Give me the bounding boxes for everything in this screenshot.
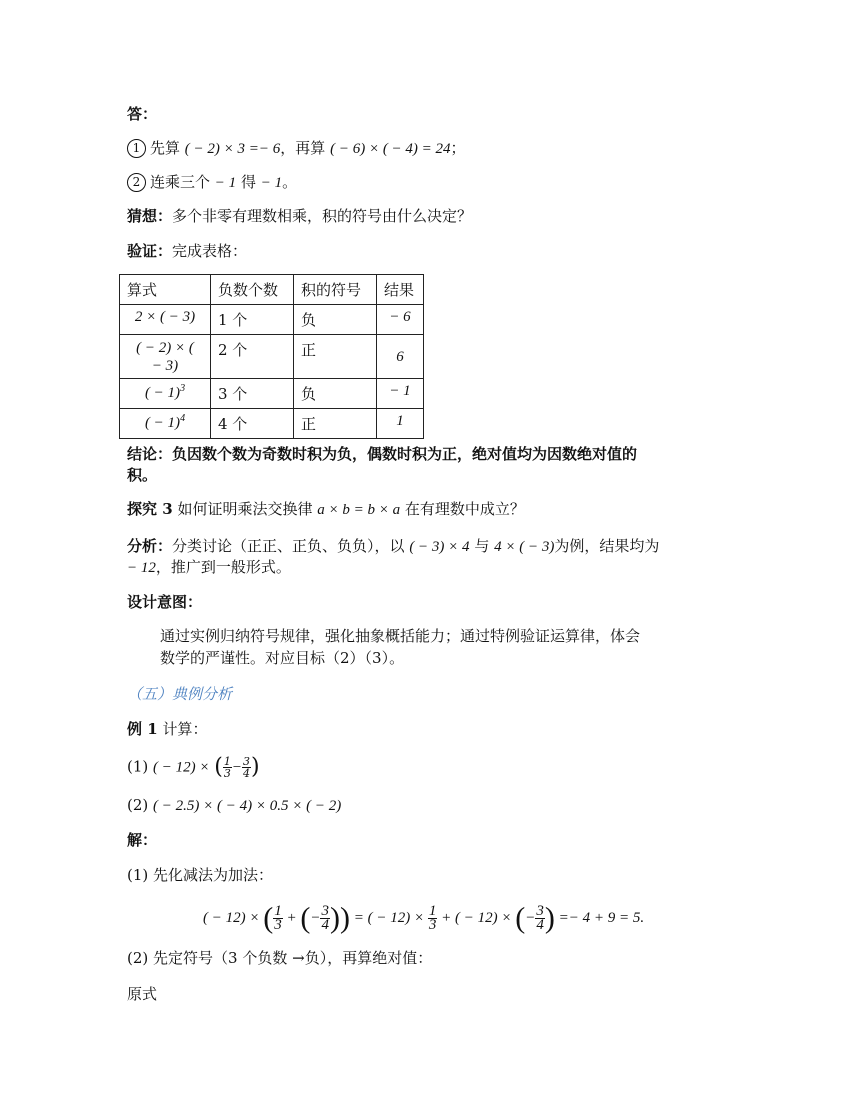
right-paren: ) <box>251 754 260 780</box>
answer-2-expr-b: − 1 <box>260 175 283 191</box>
fraction <box>242 756 251 779</box>
explore-line <box>127 499 525 520</box>
solution-label: 解： <box>127 831 158 849</box>
answer-line-1 <box>127 138 466 159</box>
eq-part-a: ( − 12) × <box>203 910 260 926</box>
table-header-row <box>120 275 424 305</box>
answer-1-end: ； <box>450 139 466 157</box>
left-paren: ( <box>214 754 223 780</box>
explore-text-b: 在有理数中成立？ <box>404 500 525 518</box>
table-cell-result: − 6 <box>377 305 424 335</box>
table-cell-count: 2 个 <box>211 335 294 379</box>
example-2-expr: ( − 2.5) × ( − 4) × 0.5 × ( − 2) <box>153 798 342 814</box>
answer-2-end: 。 <box>282 173 298 191</box>
fraction-numerator: 3 <box>536 903 544 920</box>
fraction-numerator: 1 <box>274 903 282 920</box>
eq-neg: − <box>310 910 321 926</box>
conclusion-label: 结论： <box>127 445 173 463</box>
table-cell-sign: 负 <box>294 379 377 409</box>
table-row <box>120 379 424 409</box>
conclusion-line-2: 积。 <box>127 466 158 484</box>
analysis-text-b: 与 <box>474 537 490 555</box>
example-2-number: (2) <box>127 796 149 814</box>
table-row <box>120 409 424 439</box>
eq-part-b: = ( − 12) × <box>353 910 425 926</box>
fraction-denominator: 3 <box>428 917 437 934</box>
table-cell-expr-line1: ( − 2) × ( <box>136 340 194 356</box>
table-row <box>120 305 424 335</box>
fraction <box>273 905 283 932</box>
solution-2-number: (2) <box>127 949 149 967</box>
fraction-numerator: 1 <box>428 903 437 920</box>
power-exponent: 3 <box>180 383 186 394</box>
conclusion-line-1 <box>127 444 637 464</box>
analysis-line-2 <box>127 557 291 578</box>
table-cell-sign: 负 <box>294 305 377 335</box>
answer-1-expr-b: ( − 6) × ( − 4) = 24 <box>330 141 451 157</box>
solution-1-text: 先化减法为加法： <box>153 866 274 884</box>
fraction-denominator: 4 <box>243 767 251 780</box>
minus-sign: − <box>231 759 243 776</box>
fraction <box>428 905 438 932</box>
solution-2-text-a: 先定符号（3 个负数 <box>153 949 288 967</box>
eq-neg: − <box>525 910 536 926</box>
section-title: （五）典例分析 <box>127 685 233 703</box>
answer-label: 答： <box>127 105 158 123</box>
explore-text-a: 如何证明乘法交换律 <box>177 500 313 518</box>
eq-part-d: =− 4 + 9 = 5. <box>558 910 645 926</box>
eq-plus: + <box>286 910 297 926</box>
table-cell-result: 1 <box>377 409 424 439</box>
circled-number-1: 1 <box>127 139 146 158</box>
analysis-expr-c: − 12 <box>127 560 156 576</box>
sign-table <box>119 274 424 439</box>
answer-2-prefix: 连乘三个 <box>150 173 211 191</box>
table-cell-result: 6 <box>377 335 424 379</box>
power-exponent: 4 <box>180 413 186 424</box>
verify-line <box>127 241 247 261</box>
example-2-expression <box>127 795 341 816</box>
arrow-icon: → <box>292 949 305 967</box>
fraction <box>535 905 545 932</box>
analysis-text-a: 分类讨论（正正、正负、负负），以 <box>172 537 405 555</box>
table-header: 积的符号 <box>294 275 377 305</box>
circled-number-2: 2 <box>127 173 146 192</box>
example-label: 例 1 <box>127 720 158 738</box>
table-cell-count: 3 个 <box>211 379 294 409</box>
solution-1-equation <box>203 898 644 939</box>
example-1-expression <box>127 756 260 779</box>
left-paren: ( <box>300 901 311 935</box>
example-1-number: (1) <box>127 757 149 776</box>
table-cell-count: 1 个 <box>211 305 294 335</box>
table-cell-expr <box>120 379 211 409</box>
fraction-denominator: 4 <box>321 917 329 934</box>
guess-line <box>127 206 472 226</box>
solution-1-line <box>127 865 273 885</box>
design-label: 设计意图： <box>127 593 203 611</box>
analysis-expr-a: ( − 3) × 4 <box>409 539 470 555</box>
example-1-expr: ( − 12) × <box>153 759 210 776</box>
solution-1-number: (1) <box>127 866 149 884</box>
eq-part-c: + ( − 12) × <box>441 910 512 926</box>
table-cell-result: − 1 <box>377 379 424 409</box>
answer-2-mid: 得 <box>240 173 256 191</box>
analysis-text-d: ，推广到一般形式。 <box>155 558 291 576</box>
fraction <box>320 905 330 932</box>
verify-text: 完成表格： <box>172 242 248 260</box>
verify-label: 验证： <box>127 242 173 260</box>
solution-2-text-b: 负），再算绝对值： <box>304 949 433 967</box>
table-header: 负数个数 <box>211 275 294 305</box>
analysis-label: 分析： <box>127 537 173 555</box>
table-row <box>120 335 424 379</box>
table-cell-sign: 正 <box>294 335 377 379</box>
analysis-line-1 <box>127 536 659 557</box>
solution-2-line <box>127 948 432 968</box>
table-header: 结果 <box>377 275 424 305</box>
explore-expr: a × b = b × a <box>317 502 401 518</box>
fraction-denominator: 3 <box>223 767 231 780</box>
fraction <box>223 756 232 779</box>
table-cell-expr-line2: − 3) <box>151 358 179 374</box>
explore-label: 探究 3 <box>127 500 173 518</box>
original-expression-label: 原式 <box>127 985 158 1003</box>
right-paren: ) <box>339 901 350 935</box>
analysis-text-c: 为例，结果均为 <box>554 537 660 555</box>
answer-2-expr-a: − 1 <box>214 175 237 191</box>
fraction-denominator: 3 <box>274 917 282 934</box>
right-paren: ) <box>544 901 555 935</box>
conclusion-text: 负因数个数为奇数时积为负，偶数时积为正，绝对值均为因数绝对值的 <box>172 445 638 463</box>
fraction-numerator: 3 <box>243 755 251 768</box>
guess-label: 猜想： <box>127 207 173 225</box>
table-cell-expr: 2 × ( − 3) <box>120 305 211 335</box>
table-cell-expr <box>120 409 211 439</box>
example-line <box>127 719 207 739</box>
design-line-1: 通过实例归纳符号规律，强化抽象概括能力；通过特例验证运算律，体会 <box>160 627 641 645</box>
left-paren: ( <box>515 901 526 935</box>
table-cell-count: 4 个 <box>211 409 294 439</box>
answer-line-2 <box>127 172 297 193</box>
fraction-numerator: 1 <box>223 755 231 768</box>
power-base: ( − 1) <box>144 385 181 401</box>
table-cell-expr <box>120 335 211 379</box>
fraction-denominator: 4 <box>536 917 544 934</box>
fraction-numerator: 3 <box>321 903 329 920</box>
table-cell-sign: 正 <box>294 409 377 439</box>
answer-1-expr-a: ( − 2) × 3 =− 6 <box>184 141 281 157</box>
power-base: ( − 1) <box>144 415 181 431</box>
right-paren: ) <box>329 901 340 935</box>
analysis-expr-b: 4 × ( − 3) <box>494 539 555 555</box>
left-paren: ( <box>263 901 274 935</box>
example-text: 计算： <box>162 720 208 738</box>
design-line-2: 数学的严谨性。对应目标（2）（3）。 <box>160 649 405 667</box>
answer-1-prefix: 先算 <box>150 139 181 157</box>
answer-1-mid: ，再算 <box>280 139 326 157</box>
guess-text: 多个非零有理数相乘，积的符号由什么决定？ <box>172 207 473 225</box>
table-header: 算式 <box>120 275 211 305</box>
